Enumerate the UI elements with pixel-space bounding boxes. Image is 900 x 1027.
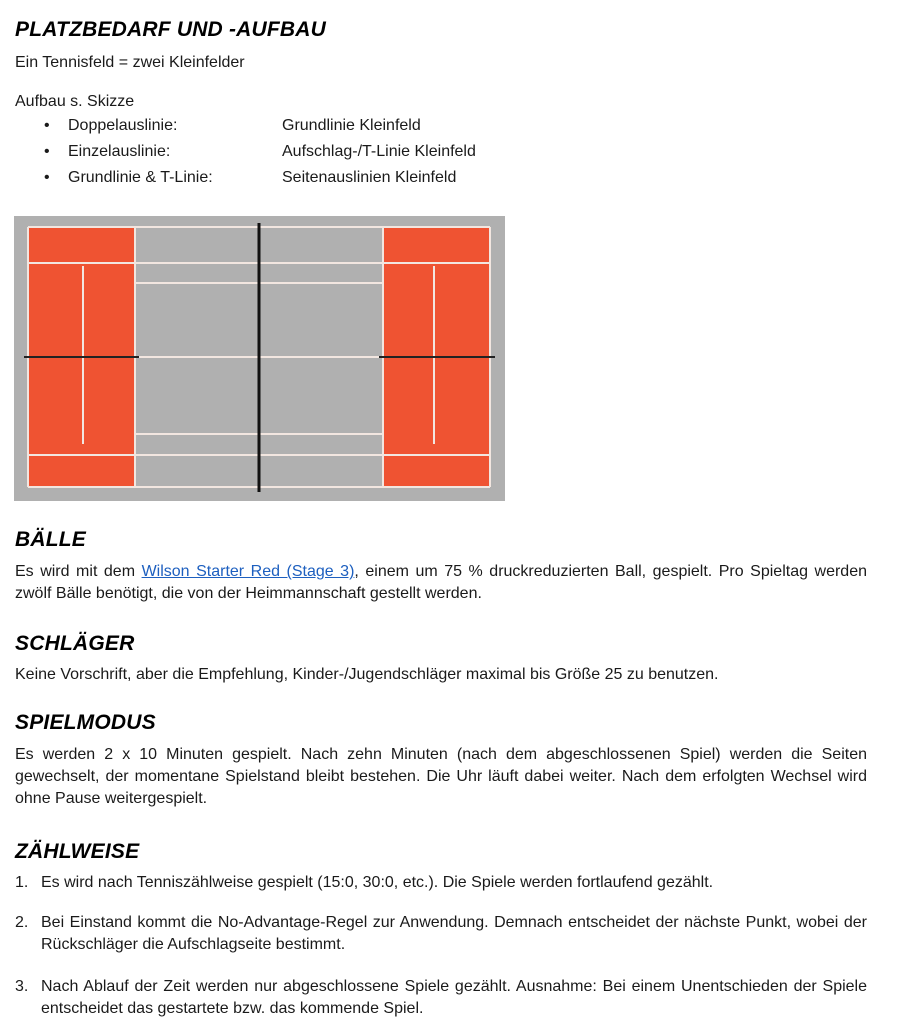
bullet-key: Einzelauslinie:	[68, 143, 171, 160]
list-text: Bei Einstand kommt die No-Advantage-Regel zur Anwendung. Demnach entscheidet der nächste Punkt, wobei der Rückschläger die Aufschlagseite bestimmt.	[41, 914, 867, 953]
list-item	[0, 169, 600, 195]
heading-baelle: BÄLLE	[15, 528, 86, 551]
heading-spielmodus: SPIELMODUS	[15, 711, 156, 734]
list-text: Nach Ablauf der Zeit werden nur abgeschlossene Spiele gezählt. Ausnahme: Bei einem Unentschieden der Spiele entscheidet das gestartete bzw. das kommende Spiel.	[41, 978, 867, 1017]
baelle-text	[15, 561, 867, 605]
bullet-value: Aufschlag-/T-Linie Kleinfeld	[282, 143, 476, 160]
heading-zaehlweise: ZÄHLWEISE	[15, 840, 140, 863]
court-diagram	[14, 216, 505, 501]
wilson-starter-red-link[interactable]: Wilson Starter Red (Stage 3)	[141, 563, 355, 580]
list-text: Es wird nach Tenniszählweise gespielt (15:0, 30:0, etc.). Die Spiele werden fortlaufend gezählt.	[41, 874, 714, 891]
heading-schlaeger: SCHLÄGER	[15, 632, 135, 655]
platz-intro: Ein Tennisfeld = zwei Kleinfelder	[15, 54, 245, 71]
list-number: 3.	[15, 978, 29, 995]
schlaeger-text: Keine Vorschrift, aber die Empfehlung, Kinder-/Jugendschläger maximal bis Größe 25 zu benutzen.	[15, 666, 719, 683]
bullet-value: Grundlinie Kleinfeld	[282, 117, 421, 134]
baelle-text-after: , einem um 75 % druckreduzierten Ball, gespielt. Pro Spieltag werden zwölf Bälle benötigt, die von der Heimmannschaft gestellt werden.	[15, 563, 867, 602]
aufbau-label: Aufbau s. Skizze	[15, 93, 135, 110]
spielmodus-text: Es werden 2 x 10 Minuten gespielt. Nach zehn Minuten (nach dem abgeschlossenen Spiel) werden die Seiten gewechselt, der momentane Spielstand bleibt bestehen. Die Uhr läuft dabei weiter. Nach dem erfolgten Wechsel wird ohne Pause weitergespielt.	[15, 746, 867, 807]
list-item	[0, 117, 600, 143]
bullet-value: Seitenauslinien Kleinfeld	[282, 169, 457, 186]
bullet-icon: •	[44, 117, 50, 134]
bullet-icon: •	[44, 143, 50, 160]
bullet-key: Grundlinie & T-Linie:	[68, 169, 213, 186]
list-number: 1.	[15, 874, 29, 891]
list-item	[0, 143, 600, 169]
heading-platzbedarf: PLATZBEDARF UND -AUFBAU	[15, 18, 327, 41]
bullet-icon: •	[44, 169, 50, 186]
list-number: 2.	[15, 914, 29, 931]
bullet-key: Doppelauslinie:	[68, 117, 178, 134]
baelle-text-before: Es wird mit dem	[15, 563, 142, 580]
